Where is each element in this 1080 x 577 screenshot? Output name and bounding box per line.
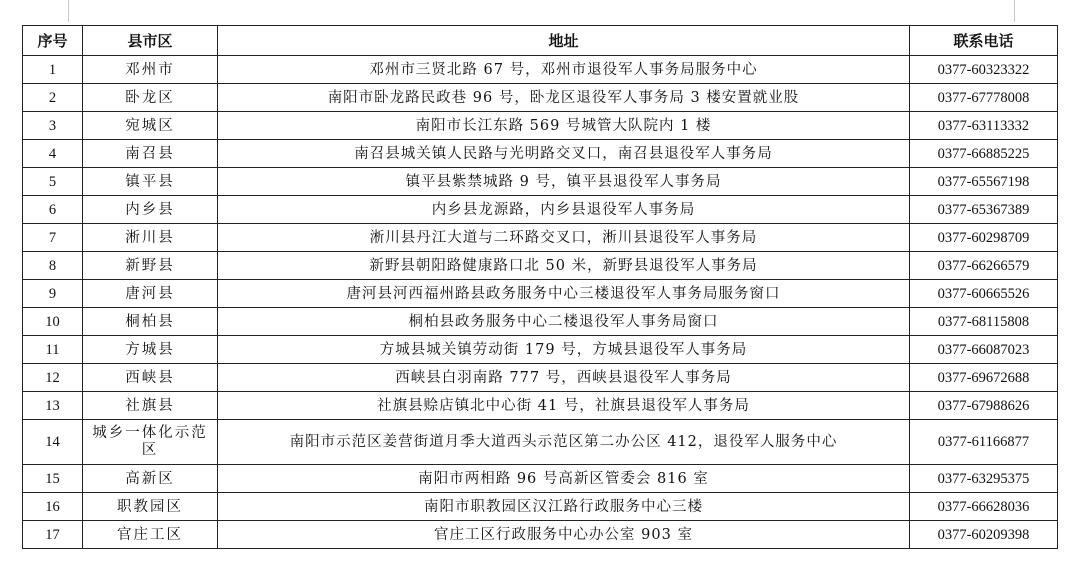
table-row bbox=[23, 252, 1058, 280]
cell-index: 3 bbox=[23, 112, 83, 140]
cell-county: 唐河县 bbox=[83, 280, 218, 308]
cell-county: 内乡县 bbox=[83, 196, 218, 224]
cell-county: 宛城区 bbox=[83, 112, 218, 140]
cell-phone: 0377-60298709 bbox=[910, 224, 1058, 252]
table-row bbox=[23, 168, 1058, 196]
cell-index: 9 bbox=[23, 280, 83, 308]
cell-index: 12 bbox=[23, 364, 83, 392]
cell-index: 5 bbox=[23, 168, 83, 196]
cell-phone: 0377-67988626 bbox=[910, 392, 1058, 420]
contact-table bbox=[22, 25, 1058, 549]
cell-address: 南召县城关镇人民路与光明路交叉口，南召县退役军人事务局 bbox=[218, 140, 910, 168]
cell-index: 2 bbox=[23, 84, 83, 112]
cell-address: 镇平县紫禁城路 9 号，镇平县退役军人事务局 bbox=[218, 168, 910, 196]
cell-index: 17 bbox=[23, 521, 83, 549]
cell-address: 南阳市示范区姜营街道月季大道西头示范区第二办公区 412，退役军人服务中心 bbox=[218, 420, 910, 465]
cell-phone: 0377-60665526 bbox=[910, 280, 1058, 308]
cell-address: 西峡县白羽南路 777 号，西峡县退役军人事务局 bbox=[218, 364, 910, 392]
table-row bbox=[23, 336, 1058, 364]
cell-phone: 0377-69672688 bbox=[910, 364, 1058, 392]
cell-phone: 0377-68115808 bbox=[910, 308, 1058, 336]
cell-phone: 0377-65567198 bbox=[910, 168, 1058, 196]
table-row bbox=[23, 196, 1058, 224]
cell-county: 方城县 bbox=[83, 336, 218, 364]
cell-phone: 0377-60209398 bbox=[910, 521, 1058, 549]
table-row bbox=[23, 308, 1058, 336]
table-row bbox=[23, 280, 1058, 308]
cell-address: 内乡县龙源路，内乡县退役军人事务局 bbox=[218, 196, 910, 224]
cell-index: 11 bbox=[23, 336, 83, 364]
table-row bbox=[23, 465, 1058, 493]
cell-address: 南阳市长江东路 569 号城管大队院内 1 楼 bbox=[218, 112, 910, 140]
cell-county: 邓州市 bbox=[83, 56, 218, 84]
cell-county: 西峡县 bbox=[83, 364, 218, 392]
cell-index: 16 bbox=[23, 493, 83, 521]
cell-index: 15 bbox=[23, 465, 83, 493]
table-row bbox=[23, 140, 1058, 168]
cell-address: 邓州市三贤北路 67 号，邓州市退役军人事务局服务中心 bbox=[218, 56, 910, 84]
cell-county: 镇平县 bbox=[83, 168, 218, 196]
cell-address: 新野县朝阳路健康路口北 50 米，新野县退役军人事务局 bbox=[218, 252, 910, 280]
cell-index: 8 bbox=[23, 252, 83, 280]
cell-address: 唐河县河西福州路县政务服务中心三楼退役军人事务局服务窗口 bbox=[218, 280, 910, 308]
table-row bbox=[23, 493, 1058, 521]
cell-phone: 0377-63295375 bbox=[910, 465, 1058, 493]
table-body bbox=[23, 56, 1058, 549]
cell-phone: 0377-65367389 bbox=[910, 196, 1058, 224]
cell-index: 7 bbox=[23, 224, 83, 252]
cell-index: 14 bbox=[23, 420, 83, 465]
cell-county: 淅川县 bbox=[83, 224, 218, 252]
cell-address: 官庄工区行政服务中心办公室 903 室 bbox=[218, 521, 910, 549]
table-row bbox=[23, 392, 1058, 420]
cell-county: 高新区 bbox=[83, 465, 218, 493]
cell-index: 13 bbox=[23, 392, 83, 420]
cell-county: 城乡一体化示范区 bbox=[83, 420, 218, 465]
cell-phone: 0377-63113332 bbox=[910, 112, 1058, 140]
header-index: 序号 bbox=[23, 26, 83, 56]
cell-address: 南阳市职教园区汉江路行政服务中心三楼 bbox=[218, 493, 910, 521]
cell-phone: 0377-66087023 bbox=[910, 336, 1058, 364]
header-address: 地址 bbox=[218, 26, 910, 56]
cell-index: 1 bbox=[23, 56, 83, 84]
header-phone: 联系电话 bbox=[910, 26, 1058, 56]
cell-index: 10 bbox=[23, 308, 83, 336]
page-corner-mark-right bbox=[1014, 0, 1015, 22]
cell-index: 4 bbox=[23, 140, 83, 168]
cell-address: 南阳市卧龙路民政巷 96 号，卧龙区退役军人事务局 3 楼安置就业股 bbox=[218, 84, 910, 112]
cell-phone: 0377-66885225 bbox=[910, 140, 1058, 168]
table-row bbox=[23, 521, 1058, 549]
table-header-row bbox=[23, 26, 1058, 56]
cell-address: 方城县城关镇劳动街 179 号，方城县退役军人事务局 bbox=[218, 336, 910, 364]
cell-phone: 0377-66266579 bbox=[910, 252, 1058, 280]
cell-county: 职教园区 bbox=[83, 493, 218, 521]
cell-index: 6 bbox=[23, 196, 83, 224]
cell-county: 社旗县 bbox=[83, 392, 218, 420]
cell-county: 桐柏县 bbox=[83, 308, 218, 336]
cell-address: 淅川县丹江大道与二环路交叉口，淅川县退役军人事务局 bbox=[218, 224, 910, 252]
cell-address: 桐柏县政务服务中心二楼退役军人事务局窗口 bbox=[218, 308, 910, 336]
cell-county: 卧龙区 bbox=[83, 84, 218, 112]
cell-phone: 0377-61166877 bbox=[910, 420, 1058, 465]
table-row bbox=[23, 112, 1058, 140]
cell-address: 社旗县赊店镇北中心街 41 号，社旗县退役军人事务局 bbox=[218, 392, 910, 420]
cell-phone: 0377-60323322 bbox=[910, 56, 1058, 84]
cell-county: 官庄工区 bbox=[83, 521, 218, 549]
cell-phone: 0377-66628036 bbox=[910, 493, 1058, 521]
table-row bbox=[23, 56, 1058, 84]
table-row bbox=[23, 84, 1058, 112]
cell-county: 南召县 bbox=[83, 140, 218, 168]
table-row bbox=[23, 224, 1058, 252]
page-corner-mark-left bbox=[68, 0, 69, 22]
cell-county: 新野县 bbox=[83, 252, 218, 280]
header-county: 县市区 bbox=[83, 26, 218, 56]
table-row bbox=[23, 364, 1058, 392]
cell-phone: 0377-67778008 bbox=[910, 84, 1058, 112]
cell-address: 南阳市两相路 96 号高新区管委会 816 室 bbox=[218, 465, 910, 493]
table-row bbox=[23, 420, 1058, 465]
